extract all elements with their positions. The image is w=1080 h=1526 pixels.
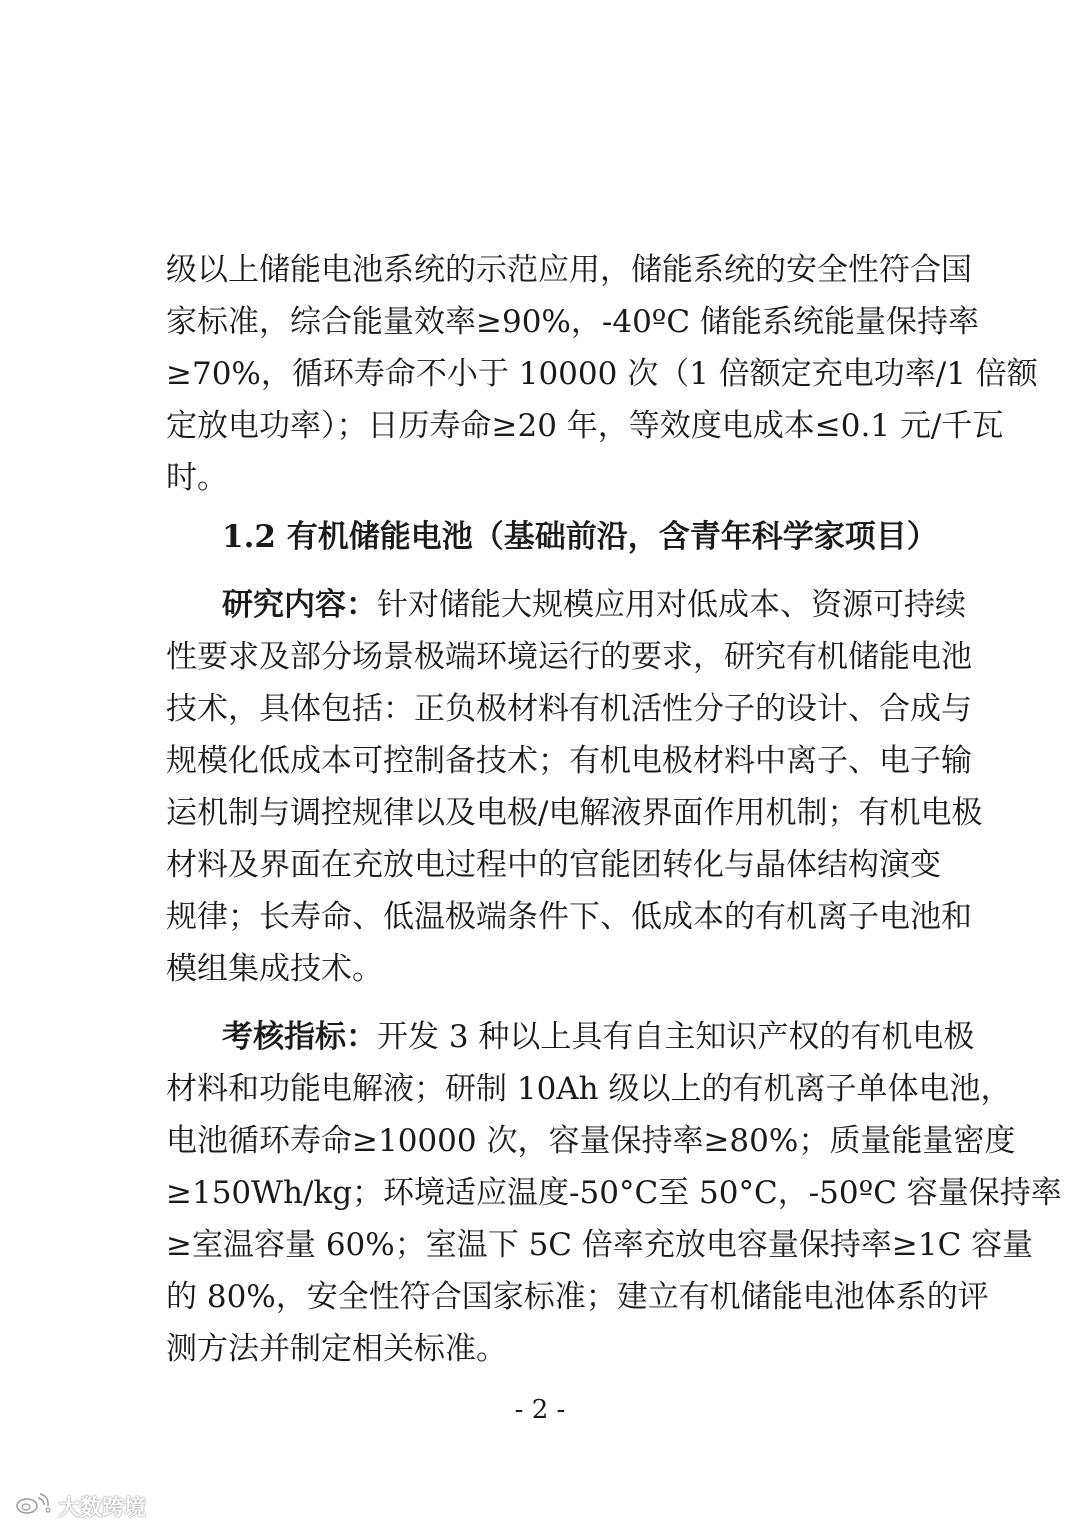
paragraph-line: 的 80%，安全性符合国家标准；建立有机储能电池体系的评 — [166, 1279, 989, 1315]
paragraph-line: 规律；长寿命、低温极端条件下、低成本的有机离子电池和 — [166, 899, 972, 935]
research-first-line — [222, 585, 966, 625]
paragraph-line: 定放电功率）；日历寿命≥20 年，等效度电成本≤0.1 元/千瓦 — [166, 408, 1004, 444]
paragraph-line: 模组集成技术。 — [166, 951, 383, 987]
paragraph-line: 运机制与调控规律以及电极/电解液界面作用机制；有机电极 — [166, 795, 983, 831]
assessment-first-line — [222, 1017, 975, 1057]
research-label: 研究内容： — [222, 587, 377, 623]
paragraph-line: 技术，具体包括：正负极材料有机活性分子的设计、合成与 — [166, 691, 972, 727]
paragraph-line: 材料及界面在充放电过程中的官能团转化与晶体结构演变 — [166, 847, 941, 883]
paragraph-line: 电池循环寿命≥10000 次，容量保持率≥80%；质量能量密度 — [166, 1123, 1016, 1159]
research-first-text: 针对储能大规模应用对低成本、资源可持续 — [377, 587, 966, 623]
page-number: - 2 - — [514, 1395, 566, 1425]
assessment-label: 考核指标： — [222, 1019, 377, 1055]
weibo-logo-icon — [14, 1492, 54, 1520]
paragraph-line: ≥70%，循环寿命不小于 10000 次（1 倍额定充电功率/1 倍额 — [166, 356, 1038, 392]
paragraph-line: 规模化低成本可控制备技术；有机电极材料中离子、电子输 — [166, 743, 972, 779]
paragraph-line: 性要求及部分场景极端环境运行的要求，研究有机储能电池 — [166, 639, 972, 675]
paragraph-line: 级以上储能电池系统的示范应用，储能系统的安全性符合国 — [166, 252, 972, 288]
watermark-text: 大数跨境 — [58, 1495, 147, 1521]
watermark — [14, 1492, 146, 1520]
paragraph-line: ≥150Wh/kg；环境适应温度-50°C至 50°C，-50ºC 容量保持率 — [166, 1175, 1062, 1211]
section-heading: 1.2 有机储能电池（基础前沿，含青年科学家项目） — [222, 519, 938, 555]
assessment-first-text: 开发 3 种以上具有自主知识产权的有机电极 — [377, 1019, 975, 1055]
paragraph-line: ≥室温容量 60%；室温下 5C 倍率充放电容量保持率≥1C 容量 — [166, 1227, 1034, 1263]
paragraph-line: 材料和功能电解液；研制 10Ah 级以上的有机离子单体电池， — [166, 1071, 1012, 1107]
paragraph-line: 家标准，综合能量效率≥90%，-40ºC 储能系统能量保持率 — [166, 304, 979, 340]
paragraph-line: 时。 — [166, 460, 228, 496]
paragraph-line: 测方法并制定相关标准。 — [166, 1331, 507, 1367]
